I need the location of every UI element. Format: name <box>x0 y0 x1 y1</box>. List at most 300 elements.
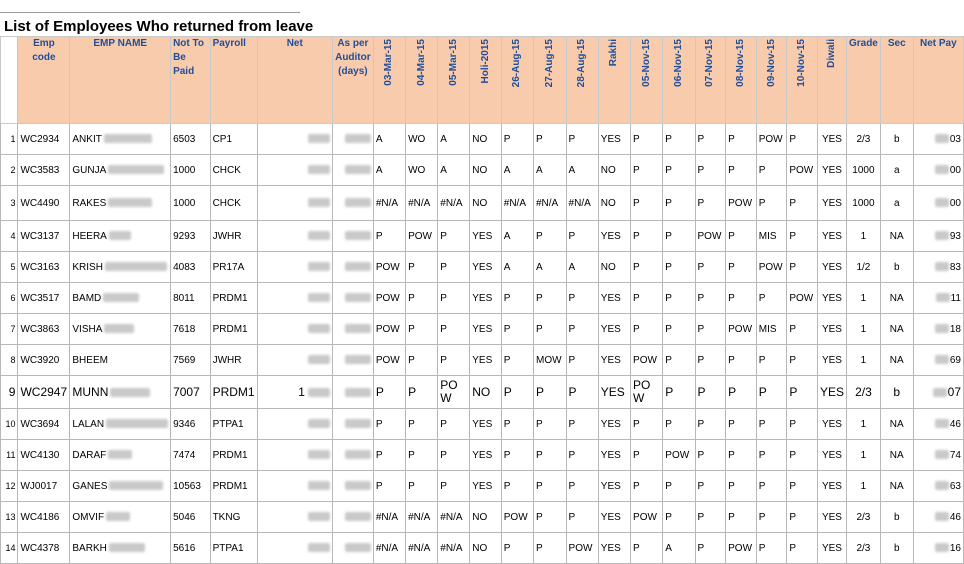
cell-grade[interactable] <box>846 376 880 409</box>
cell-net-pay[interactable] <box>913 376 963 409</box>
cell-attendance[interactable] <box>787 124 818 155</box>
cell-payroll[interactable] <box>210 186 257 221</box>
cell-attendance[interactable] <box>663 186 695 221</box>
cell-emp-name[interactable] <box>70 409 171 440</box>
cell-attendance[interactable] <box>726 440 757 471</box>
cell-sec[interactable] <box>880 124 913 155</box>
cell-sec[interactable] <box>880 502 913 533</box>
cell-attendance[interactable] <box>663 409 695 440</box>
cell-sec[interactable] <box>880 471 913 502</box>
cell-sec[interactable] <box>880 221 913 252</box>
cell-attendance[interactable] <box>406 186 438 221</box>
cell-attendance[interactable] <box>598 252 630 283</box>
cell-attendance[interactable] <box>817 345 846 376</box>
cell-not-to-be-paid[interactable] <box>171 186 211 221</box>
cell-attendance[interactable] <box>663 533 695 564</box>
cell-not-to-be-paid[interactable] <box>171 252 211 283</box>
cell-net-pay[interactable] <box>913 533 963 564</box>
cell-attendance[interactable] <box>631 283 663 314</box>
cell-attendance[interactable] <box>695 440 726 471</box>
cell-payroll[interactable] <box>210 502 257 533</box>
cell-grade[interactable] <box>846 186 880 221</box>
cell-attendance[interactable] <box>756 345 787 376</box>
cell-attendance[interactable] <box>726 314 757 345</box>
cell-emp-code[interactable] <box>18 124 70 155</box>
cell-attendance[interactable] <box>756 186 787 221</box>
header-net-pay[interactable]: Net Pay <box>913 37 963 124</box>
cell-attendance[interactable] <box>817 221 846 252</box>
cell-attendance[interactable] <box>663 471 695 502</box>
cell-attendance[interactable] <box>817 314 846 345</box>
cell-attendance[interactable] <box>566 252 598 283</box>
cell-attendance[interactable] <box>631 409 663 440</box>
cell-attendance[interactable] <box>534 314 567 345</box>
cell-as-per-auditor[interactable] <box>332 345 373 376</box>
cell-attendance[interactable] <box>501 409 533 440</box>
cell-emp-name[interactable] <box>70 314 171 345</box>
cell-net-pay[interactable] <box>913 155 963 186</box>
cell-attendance[interactable] <box>598 124 630 155</box>
cell-attendance[interactable] <box>756 283 787 314</box>
cell-grade[interactable] <box>846 345 880 376</box>
header-net[interactable]: Net <box>257 37 332 124</box>
cell-attendance[interactable] <box>695 471 726 502</box>
cell-attendance[interactable] <box>438 124 470 155</box>
cell-grade[interactable] <box>846 440 880 471</box>
cell-emp-name[interactable] <box>70 221 171 252</box>
cell-net[interactable] <box>257 376 332 409</box>
cell-net[interactable] <box>257 186 332 221</box>
header-date-12[interactable] <box>726 37 757 124</box>
cell-emp-code[interactable] <box>18 471 70 502</box>
cell-grade[interactable] <box>846 252 880 283</box>
header-date-2[interactable] <box>406 37 438 124</box>
cell-emp-code[interactable] <box>18 533 70 564</box>
cell-attendance[interactable] <box>726 186 757 221</box>
cell-attendance[interactable] <box>787 345 818 376</box>
cell-grade[interactable] <box>846 409 880 440</box>
cell-attendance[interactable] <box>756 376 787 409</box>
cell-attendance[interactable] <box>695 376 726 409</box>
header-date-15[interactable] <box>817 37 846 124</box>
cell-attendance[interactable] <box>373 283 405 314</box>
cell-attendance[interactable] <box>817 376 846 409</box>
cell-attendance[interactable] <box>631 124 663 155</box>
cell-attendance[interactable] <box>438 440 470 471</box>
cell-attendance[interactable] <box>566 502 598 533</box>
cell-attendance[interactable] <box>438 345 470 376</box>
cell-emp-code[interactable] <box>18 283 70 314</box>
cell-attendance[interactable] <box>534 155 567 186</box>
cell-attendance[interactable] <box>470 533 502 564</box>
cell-attendance[interactable] <box>756 409 787 440</box>
header-date-7[interactable] <box>566 37 598 124</box>
cell-not-to-be-paid[interactable] <box>171 345 211 376</box>
cell-attendance[interactable] <box>631 440 663 471</box>
cell-attendance[interactable] <box>726 345 757 376</box>
cell-as-per-auditor[interactable] <box>332 440 373 471</box>
cell-not-to-be-paid[interactable] <box>171 155 211 186</box>
cell-attendance[interactable] <box>534 345 567 376</box>
cell-attendance[interactable] <box>756 440 787 471</box>
cell-emp-code[interactable] <box>18 440 70 471</box>
cell-attendance[interactable] <box>406 252 438 283</box>
cell-attendance[interactable] <box>756 252 787 283</box>
cell-attendance[interactable] <box>726 124 757 155</box>
cell-attendance[interactable] <box>598 409 630 440</box>
cell-sec[interactable] <box>880 533 913 564</box>
cell-attendance[interactable] <box>726 221 757 252</box>
cell-net-pay[interactable] <box>913 409 963 440</box>
cell-attendance[interactable] <box>787 283 818 314</box>
cell-attendance[interactable] <box>663 155 695 186</box>
cell-attendance[interactable] <box>566 283 598 314</box>
cell-attendance[interactable] <box>695 186 726 221</box>
cell-attendance[interactable] <box>726 471 757 502</box>
cell-attendance[interactable] <box>566 155 598 186</box>
cell-attendance[interactable] <box>663 376 695 409</box>
cell-attendance[interactable] <box>756 533 787 564</box>
cell-net[interactable] <box>257 533 332 564</box>
cell-attendance[interactable] <box>817 409 846 440</box>
cell-attendance[interactable] <box>756 124 787 155</box>
header-as-per-auditor[interactable]: As per Auditor (days) <box>332 37 373 124</box>
cell-emp-code[interactable] <box>18 314 70 345</box>
cell-attendance[interactable] <box>501 345 533 376</box>
cell-attendance[interactable] <box>566 409 598 440</box>
cell-payroll[interactable] <box>210 124 257 155</box>
header-date-1[interactable] <box>373 37 405 124</box>
cell-emp-name[interactable] <box>70 186 171 221</box>
cell-net[interactable] <box>257 409 332 440</box>
cell-attendance[interactable] <box>598 440 630 471</box>
header-date-13[interactable] <box>756 37 787 124</box>
cell-not-to-be-paid[interactable] <box>171 314 211 345</box>
cell-attendance[interactable] <box>598 283 630 314</box>
cell-emp-code[interactable] <box>18 221 70 252</box>
cell-as-per-auditor[interactable] <box>332 314 373 345</box>
cell-attendance[interactable] <box>726 533 757 564</box>
cell-sec[interactable] <box>880 345 913 376</box>
cell-not-to-be-paid[interactable] <box>171 502 211 533</box>
cell-attendance[interactable] <box>817 186 846 221</box>
cell-attendance[interactable] <box>817 124 846 155</box>
cell-sec[interactable] <box>880 409 913 440</box>
cell-grade[interactable] <box>846 283 880 314</box>
cell-attendance[interactable] <box>756 314 787 345</box>
cell-as-per-auditor[interactable] <box>332 221 373 252</box>
cell-attendance[interactable] <box>438 252 470 283</box>
cell-attendance[interactable] <box>726 502 757 533</box>
cell-emp-code[interactable] <box>18 155 70 186</box>
cell-attendance[interactable] <box>534 533 567 564</box>
cell-sec[interactable] <box>880 440 913 471</box>
cell-attendance[interactable] <box>695 283 726 314</box>
cell-as-per-auditor[interactable] <box>332 124 373 155</box>
cell-attendance[interactable] <box>438 221 470 252</box>
cell-attendance[interactable] <box>598 314 630 345</box>
cell-attendance[interactable] <box>598 502 630 533</box>
cell-attendance[interactable] <box>787 471 818 502</box>
cell-attendance[interactable] <box>406 283 438 314</box>
cell-attendance[interactable] <box>631 471 663 502</box>
cell-attendance[interactable] <box>470 345 502 376</box>
cell-attendance[interactable] <box>470 471 502 502</box>
cell-attendance[interactable] <box>695 345 726 376</box>
cell-attendance[interactable] <box>663 440 695 471</box>
cell-attendance[interactable] <box>470 502 502 533</box>
cell-attendance[interactable] <box>501 314 533 345</box>
header-not-to-be-paid[interactable]: Not To Be Paid <box>171 37 211 124</box>
cell-net-pay[interactable] <box>913 502 963 533</box>
cell-payroll[interactable] <box>210 155 257 186</box>
cell-attendance[interactable] <box>695 124 726 155</box>
cell-attendance[interactable] <box>663 252 695 283</box>
cell-attendance[interactable] <box>726 376 757 409</box>
cell-attendance[interactable] <box>470 155 502 186</box>
cell-not-to-be-paid[interactable] <box>171 471 211 502</box>
cell-sec[interactable] <box>880 376 913 409</box>
cell-sec[interactable] <box>880 186 913 221</box>
cell-attendance[interactable] <box>501 252 533 283</box>
cell-attendance[interactable] <box>501 283 533 314</box>
cell-attendance[interactable] <box>470 221 502 252</box>
cell-attendance[interactable] <box>663 345 695 376</box>
cell-attendance[interactable] <box>534 376 567 409</box>
cell-emp-name[interactable] <box>70 124 171 155</box>
cell-grade[interactable] <box>846 533 880 564</box>
cell-not-to-be-paid[interactable] <box>171 533 211 564</box>
cell-sec[interactable] <box>880 283 913 314</box>
cell-attendance[interactable] <box>406 221 438 252</box>
cell-attendance[interactable] <box>373 471 405 502</box>
cell-attendance[interactable] <box>373 533 405 564</box>
cell-grade[interactable] <box>846 155 880 186</box>
cell-attendance[interactable] <box>501 533 533 564</box>
cell-emp-code[interactable] <box>18 186 70 221</box>
header-date-5[interactable] <box>501 37 533 124</box>
cell-attendance[interactable] <box>566 471 598 502</box>
cell-as-per-auditor[interactable] <box>332 502 373 533</box>
cell-attendance[interactable] <box>373 124 405 155</box>
cell-attendance[interactable] <box>598 186 630 221</box>
cell-attendance[interactable] <box>726 409 757 440</box>
cell-sec[interactable] <box>880 252 913 283</box>
cell-attendance[interactable] <box>663 283 695 314</box>
cell-emp-code[interactable] <box>18 376 70 409</box>
cell-net-pay[interactable] <box>913 471 963 502</box>
cell-attendance[interactable] <box>470 124 502 155</box>
cell-payroll[interactable] <box>210 409 257 440</box>
header-date-9[interactable] <box>631 37 663 124</box>
cell-attendance[interactable] <box>631 221 663 252</box>
cell-attendance[interactable] <box>438 155 470 186</box>
cell-attendance[interactable] <box>787 314 818 345</box>
cell-attendance[interactable] <box>566 221 598 252</box>
cell-not-to-be-paid[interactable] <box>171 376 211 409</box>
cell-payroll[interactable] <box>210 533 257 564</box>
cell-attendance[interactable] <box>373 186 405 221</box>
cell-attendance[interactable] <box>566 124 598 155</box>
cell-attendance[interactable] <box>631 155 663 186</box>
cell-as-per-auditor[interactable] <box>332 533 373 564</box>
cell-attendance[interactable] <box>598 221 630 252</box>
cell-attendance[interactable] <box>787 252 818 283</box>
cell-attendance[interactable] <box>787 409 818 440</box>
cell-attendance[interactable] <box>566 533 598 564</box>
cell-attendance[interactable] <box>695 155 726 186</box>
cell-attendance[interactable] <box>534 124 567 155</box>
cell-attendance[interactable] <box>695 502 726 533</box>
cell-attendance[interactable] <box>534 252 567 283</box>
cell-attendance[interactable] <box>438 471 470 502</box>
cell-attendance[interactable] <box>817 440 846 471</box>
cell-net[interactable] <box>257 314 332 345</box>
cell-emp-name[interactable] <box>70 502 171 533</box>
cell-payroll[interactable] <box>210 440 257 471</box>
cell-attendance[interactable] <box>631 502 663 533</box>
header-date-10[interactable] <box>663 37 695 124</box>
cell-attendance[interactable] <box>631 252 663 283</box>
cell-emp-name[interactable] <box>70 155 171 186</box>
cell-not-to-be-paid[interactable] <box>171 283 211 314</box>
cell-attendance[interactable] <box>631 186 663 221</box>
cell-emp-name[interactable] <box>70 376 171 409</box>
cell-attendance[interactable] <box>501 124 533 155</box>
cell-attendance[interactable] <box>501 221 533 252</box>
cell-attendance[interactable] <box>695 409 726 440</box>
cell-attendance[interactable] <box>470 314 502 345</box>
cell-attendance[interactable] <box>406 345 438 376</box>
cell-emp-name[interactable] <box>70 345 171 376</box>
cell-attendance[interactable] <box>373 252 405 283</box>
cell-attendance[interactable] <box>598 376 630 409</box>
cell-attendance[interactable] <box>663 124 695 155</box>
cell-attendance[interactable] <box>598 345 630 376</box>
cell-attendance[interactable] <box>438 533 470 564</box>
cell-payroll[interactable] <box>210 252 257 283</box>
cell-attendance[interactable] <box>534 471 567 502</box>
cell-attendance[interactable] <box>438 502 470 533</box>
cell-attendance[interactable] <box>406 376 438 409</box>
header-emp-name[interactable]: EMP NAME <box>70 37 171 124</box>
cell-attendance[interactable] <box>438 283 470 314</box>
cell-attendance[interactable] <box>438 376 470 409</box>
cell-attendance[interactable] <box>726 283 757 314</box>
cell-net[interactable] <box>257 345 332 376</box>
cell-attendance[interactable] <box>373 155 405 186</box>
cell-as-per-auditor[interactable] <box>332 409 373 440</box>
cell-payroll[interactable] <box>210 345 257 376</box>
cell-net[interactable] <box>257 252 332 283</box>
header-date-11[interactable] <box>695 37 726 124</box>
cell-attendance[interactable] <box>817 471 846 502</box>
cell-attendance[interactable] <box>631 533 663 564</box>
cell-emp-name[interactable] <box>70 471 171 502</box>
cell-attendance[interactable] <box>470 252 502 283</box>
cell-net-pay[interactable] <box>913 221 963 252</box>
cell-attendance[interactable] <box>598 533 630 564</box>
header-sec[interactable]: Sec <box>880 37 913 124</box>
cell-grade[interactable] <box>846 502 880 533</box>
cell-net-pay[interactable] <box>913 186 963 221</box>
cell-attendance[interactable] <box>598 471 630 502</box>
cell-attendance[interactable] <box>373 376 405 409</box>
cell-attendance[interactable] <box>470 283 502 314</box>
header-date-4[interactable] <box>470 37 502 124</box>
cell-net-pay[interactable] <box>913 124 963 155</box>
cell-attendance[interactable] <box>438 409 470 440</box>
header-date-8[interactable] <box>598 37 630 124</box>
header-emp-code[interactable]: Emp code <box>18 37 70 124</box>
cell-net[interactable] <box>257 155 332 186</box>
cell-attendance[interactable] <box>373 345 405 376</box>
cell-emp-code[interactable] <box>18 409 70 440</box>
cell-attendance[interactable] <box>756 155 787 186</box>
cell-as-per-auditor[interactable] <box>332 155 373 186</box>
cell-emp-name[interactable] <box>70 533 171 564</box>
cell-not-to-be-paid[interactable] <box>171 124 211 155</box>
cell-attendance[interactable] <box>406 533 438 564</box>
cell-attendance[interactable] <box>501 440 533 471</box>
cell-attendance[interactable] <box>695 221 726 252</box>
cell-attendance[interactable] <box>501 155 533 186</box>
cell-emp-code[interactable] <box>18 502 70 533</box>
header-date-6[interactable] <box>534 37 567 124</box>
cell-attendance[interactable] <box>787 221 818 252</box>
cell-payroll[interactable] <box>210 376 257 409</box>
cell-attendance[interactable] <box>406 155 438 186</box>
cell-emp-name[interactable] <box>70 440 171 471</box>
cell-emp-name[interactable] <box>70 283 171 314</box>
cell-attendance[interactable] <box>566 440 598 471</box>
cell-attendance[interactable] <box>470 440 502 471</box>
cell-attendance[interactable] <box>406 409 438 440</box>
cell-attendance[interactable] <box>726 252 757 283</box>
cell-attendance[interactable] <box>501 502 533 533</box>
cell-attendance[interactable] <box>817 533 846 564</box>
cell-grade[interactable] <box>846 314 880 345</box>
cell-net-pay[interactable] <box>913 314 963 345</box>
cell-attendance[interactable] <box>566 345 598 376</box>
cell-attendance[interactable] <box>438 186 470 221</box>
cell-not-to-be-paid[interactable] <box>171 409 211 440</box>
cell-attendance[interactable] <box>534 502 567 533</box>
cell-attendance[interactable] <box>817 155 846 186</box>
cell-attendance[interactable] <box>756 502 787 533</box>
cell-attendance[interactable] <box>566 376 598 409</box>
cell-emp-code[interactable] <box>18 252 70 283</box>
header-date-14[interactable] <box>787 37 818 124</box>
cell-attendance[interactable] <box>756 471 787 502</box>
cell-attendance[interactable] <box>501 471 533 502</box>
cell-as-per-auditor[interactable] <box>332 283 373 314</box>
cell-not-to-be-paid[interactable] <box>171 221 211 252</box>
cell-attendance[interactable] <box>631 314 663 345</box>
cell-attendance[interactable] <box>566 186 598 221</box>
cell-attendance[interactable] <box>787 502 818 533</box>
cell-attendance[interactable] <box>663 502 695 533</box>
cell-attendance[interactable] <box>406 471 438 502</box>
cell-attendance[interactable] <box>406 314 438 345</box>
cell-net[interactable] <box>257 440 332 471</box>
cell-grade[interactable] <box>846 221 880 252</box>
cell-attendance[interactable] <box>501 376 533 409</box>
cell-attendance[interactable] <box>695 314 726 345</box>
cell-attendance[interactable] <box>406 502 438 533</box>
header-grade[interactable]: Grade <box>846 37 880 124</box>
cell-attendance[interactable] <box>663 221 695 252</box>
